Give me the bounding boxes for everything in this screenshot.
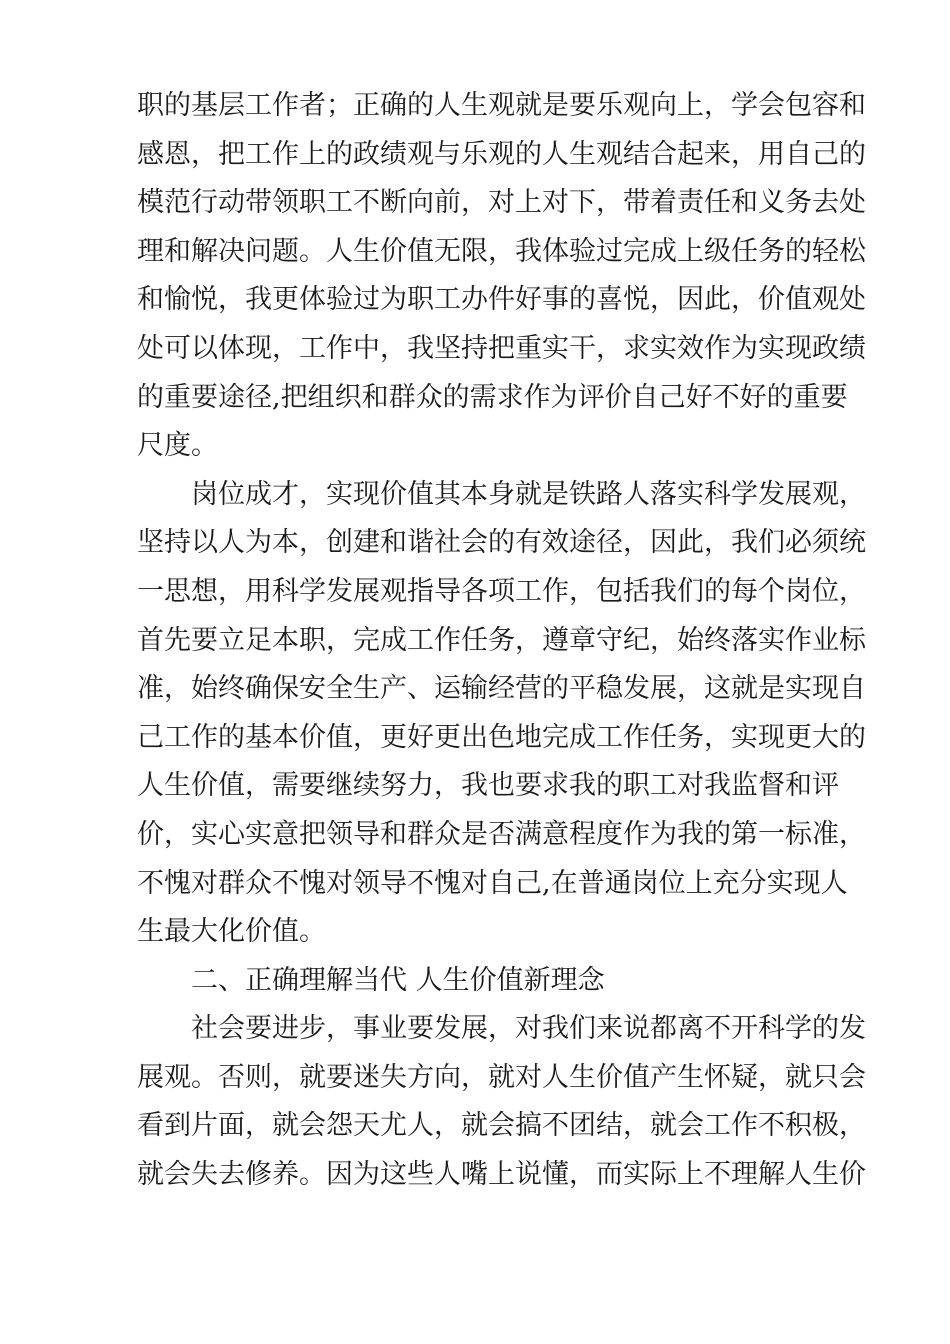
text-line: 价，实心实意把领导和群众是否满意程度作为我的第一标准，: [137, 818, 866, 850]
text-line: 一思想，用科学发展观指导各项工作，包括我们的每个岗位，: [137, 575, 866, 607]
text-line: 首先要立足本职，完成工作任务，遵章守纪，始终落实作业标: [137, 624, 866, 656]
text-line: 准，始终确保安全生产、运输经营的平稳发展，这就是实现自: [137, 673, 866, 705]
text-line: 和愉悦，我更体验过为职工办件好事的喜悦，因此，价值观处: [137, 284, 866, 316]
text-line: 岗位成才，实现价值其本身就是铁路人落实科学发展观，: [191, 478, 866, 510]
text-line: 看到片面，就会怨天尤人，就会搞不团结，就会工作不积极，: [137, 1110, 866, 1142]
text-line: 展观。否则，就要迷失方向，就对人生价值产生怀疑，就只会: [137, 1061, 866, 1093]
text-line: 己工作的基本价值，更好更出色地完成工作任务，实现更大的: [137, 721, 866, 753]
text-line: 处可以体现，工作中，我坚持把重实干，求实效作为实现政绩: [137, 332, 866, 364]
text-line: 就会失去修养。因为这些人嘴上说懂，而实际上不理解人生价: [137, 1159, 866, 1191]
text-line: 尺度。: [137, 430, 218, 462]
text-line: 职的基层工作者；正确的人生观就是要乐观向上，学会包容和: [137, 90, 866, 121]
text-line: 不愧对群众不愧对领导不愧对自己,在普通岗位上充分实现人: [137, 867, 848, 899]
text-line: 社会要进步，事业要发展，对我们来说都离不开科学的发: [191, 1013, 866, 1045]
text-line: 感恩，把工作上的政绩观与乐观的人生观结合起来，用自己的: [137, 138, 866, 170]
text-line: 人生价值，需要继续努力，我也要求我的职工对我监督和评: [137, 770, 839, 802]
text-line: 理和解决问题。人生价值无限，我体验过完成上级任务的轻松: [137, 235, 866, 267]
text-line: 坚持以人为本，创建和谐社会的有效途径，因此，我们必须统: [137, 527, 866, 559]
text-line: 的重要途径,把组织和群众的需求作为评价自己好不好的重要: [137, 381, 848, 413]
text-line: 生最大化价值。: [137, 916, 326, 948]
text-line: 二、正确理解当代 人生价值新理念: [191, 964, 605, 996]
text-line: 模范行动带领职工不断向前，对上对下，带着责任和义务去处: [137, 187, 866, 219]
document-body: [137, 82, 866, 1200]
